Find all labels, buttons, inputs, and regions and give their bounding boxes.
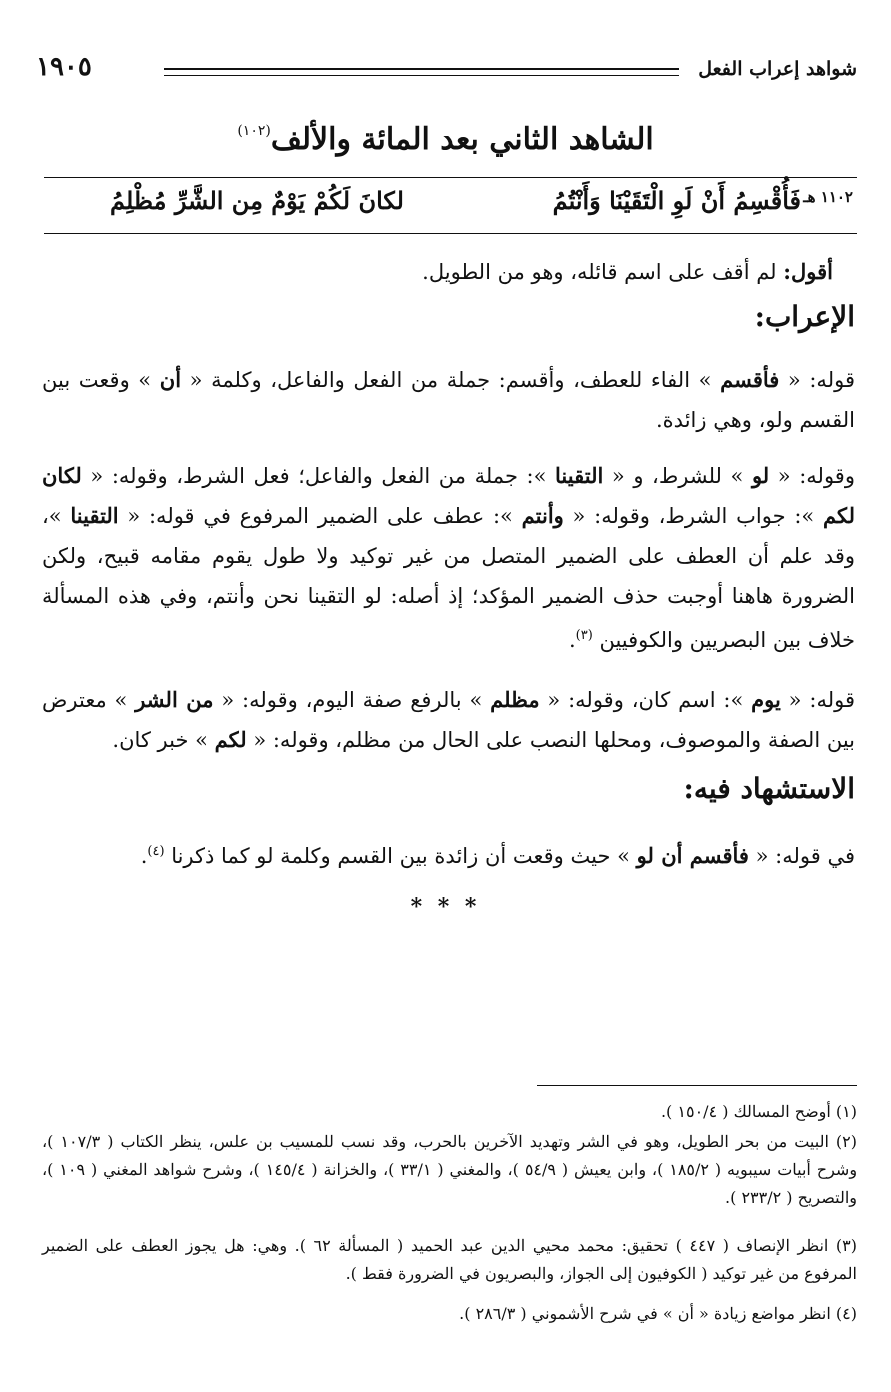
istishhad-term: فأقسم أن لو [636,843,749,868]
istishhad-text: . [140,844,148,868]
intro-label: أقول: [783,259,833,284]
section-heading-irab: الإعراب: [754,300,855,333]
verse-first-hemistich: فَأُقْسِمُ أَنْ لَوِ الْتَقَيْنَا وَأَنْتُمُ [552,186,801,215]
irab-p3-term: مظلم [490,687,540,712]
footnote-ref-3: (٣) [575,628,593,643]
irab-p2-text: . [568,628,576,652]
irab-p2-term: التقينا [70,503,119,528]
irab-p1-term: أن [159,367,182,392]
irab-p2-text: »: عطف على الضمير المرفوع في قوله: « [118,504,522,528]
irab-p3-text: » بالرفع صفة اليوم، وقوله: « [213,688,491,712]
irab-p2-term: التقينا [555,463,604,488]
footnote-3: (٣) انظر الإنصاف ( ٤٤٧ ) تحقيق: محمد محيي الدين عبد الحميد ( المسألة ٦٢ ). وهي: هل يجوز العطف على الضمير المرفوع من غير توكيد ( الكوفيون إلى الجواز، والبصريون في الضرورة فقط ). [42,1236,857,1283]
irab-p2-term: لكان لكم [42,463,855,528]
irab-p3-term: لكم [214,727,247,752]
irab-p3-term: من الشر [135,687,214,712]
irab-p3-text: » معترض بين الصفة والموصوف، ومحلها النصب على الحال من مظلم، وقوله: « [42,688,855,752]
irab-p2-text: » للشرط، و « [603,464,752,488]
istishhad-text: في قوله: « [748,844,855,868]
irab-p1-text: » الفاء للعطف، وأقسم: جملة من الفعل والفاعل، وكلمة « [181,368,721,392]
running-header-title: شواهد إعراب الفعل [698,58,857,80]
irab-p3-text: قوله: « [780,688,855,712]
istishhad-text: » حيث وقعت أن زائدة بين القسم وكلمة لو كما ذكرنا [164,844,637,868]
irab-p2-term: وأنتم [521,503,564,528]
footnote-1: (١) أوضح المسالك ( ١٥٠/٤ ). [660,1102,857,1121]
header-rule [164,68,679,76]
verse-second-hemistich: لكانَ لَكُمْ يَوْمٌ مِن الشَّرِّ مُظْلِمُ [110,186,404,215]
irab-p1-text: قوله: « [779,368,855,392]
section-heading-istishhad: الاستشهاد فيه: [683,772,855,805]
intro-text: لم أقف على اسم قائله، وهو من الطويل. [422,260,784,284]
footnote-ref-4: (٤) [147,844,165,859]
irab-paragraph-2 [42,456,855,660]
verse-box [44,177,857,234]
irab-paragraph-1 [42,360,855,440]
irab-p3-text: »: اسم كان، وقوله: « [539,688,752,712]
intro-paragraph [42,252,833,292]
page-number: ١٩٠٥ [36,52,92,82]
irab-p2-text: »: جملة من الفعل والفاعل؛ فعل الشرط، وقوله: « [81,464,556,488]
irab-p1-text: » وقعت بين القسم ولو، وهي زائدة. [42,368,855,432]
page-title [0,122,891,157]
title-footnote-ref: (١٠٢) [237,123,271,139]
irab-p2-text: »، وقد علم أن العطف على الضمير المتصل من غير توكيد ولا طول يقوم مقامه قبيح، ولكن الضرورة هاهنا أوجبت حذف الضمير المؤكد؛ إذ أصله: لو التقينا نحن وأنتم، وفي هذه المسألة خلاف بين البصريين والكوفيين [42,504,855,652]
irab-p2-text: »: جواب الشرط، وقوله: « [563,504,823,528]
footnote-rule [537,1085,857,1086]
section-separator: * * * [410,894,481,920]
istishhad-paragraph [42,832,855,876]
irab-p3-term: يوم [751,687,781,712]
irab-p2-text: وقوله: « [769,464,855,488]
running-header [36,52,857,88]
irab-p2-term: لو [751,463,770,488]
footnote-2: (٢) البيت من بحر الطويل، وهو في الشر وتهديد الآخرين بالحرب، وقد نسب للمسيب بن علس، ينظر الكتاب ( ١٠٧/٣ )، وشرح أبيات سيبويه ( ١٨٥/٢ )، وابن يعيش ( ٥٤/٩ )، والمغني ( ٣٣/١ )، والخزانة ( ١٤٥/٤ )، وشرح شواهد المغني ( ١٠٩ )، والتصريح ( ٢٣٣/٢ ). [42,1132,858,1207]
irab-p1-term: فأقسم [720,367,780,392]
irab-paragraph-3 [42,680,855,760]
page-title-text: الشاهد الثاني بعد المائة والألف [270,122,654,157]
verse-number: ١١٠٢ هـ [803,188,853,206]
footnote-4: (٤) انظر مواضع زيادة « أن » في شرح الأشموني ( ٢٨٦/٣ ). [459,1304,857,1323]
irab-p3-text: » خبر كان. [112,728,215,752]
